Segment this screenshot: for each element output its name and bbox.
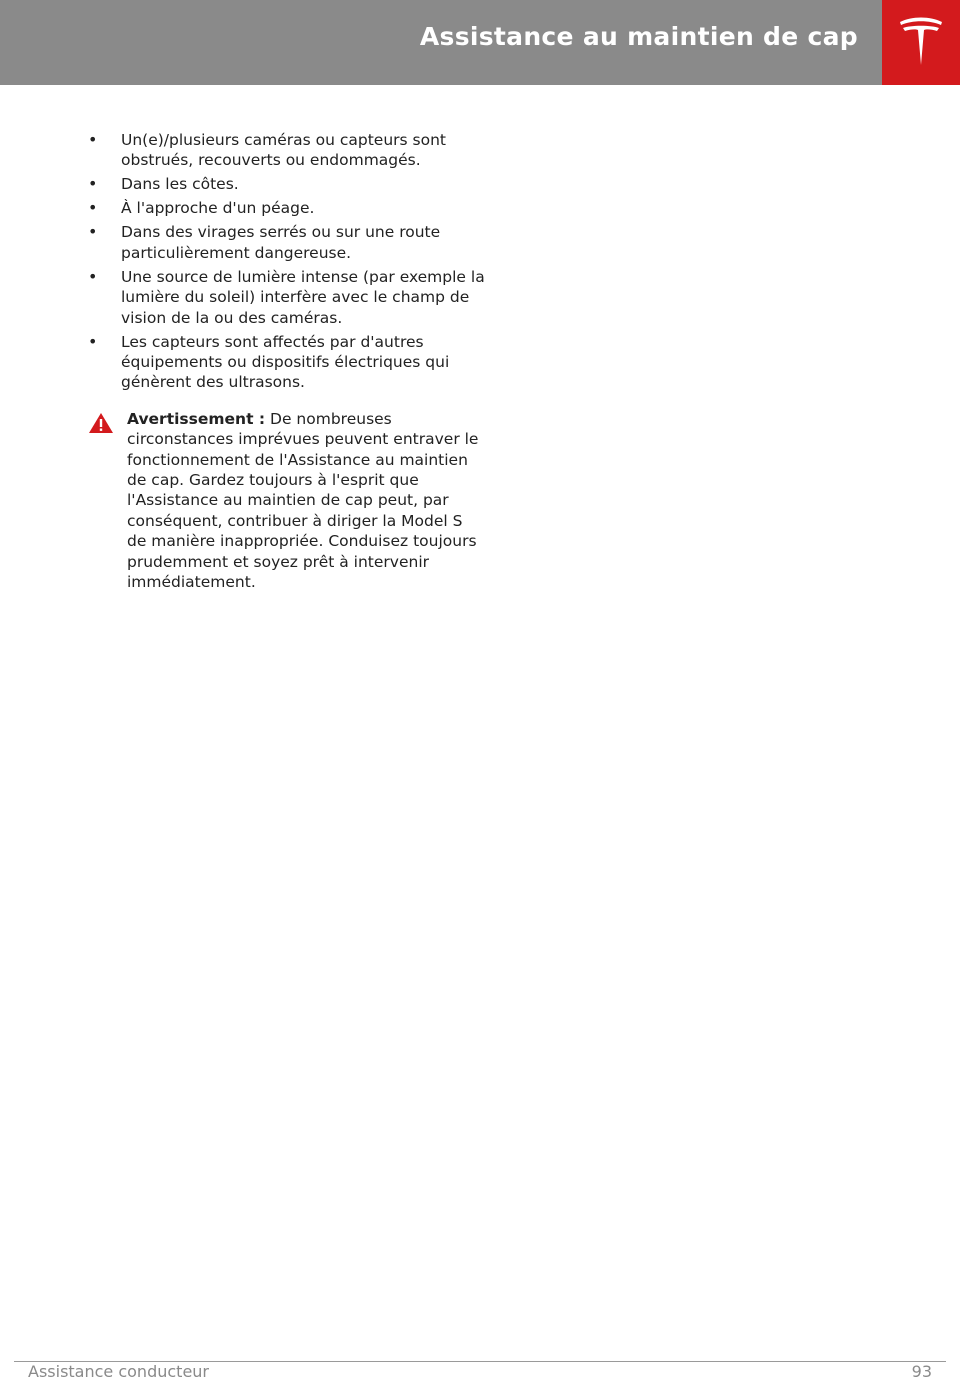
tesla-logo-icon <box>898 17 944 67</box>
list-item-text: Un(e)/plusieurs caméras ou capteurs sont obstrués, recouverts ou endommagés. <box>121 131 447 170</box>
list-item <box>88 174 486 194</box>
list-item-text: Une source de lumière intense (par exemple la lumière du soleil) interfère avec le champ de vision de la ou des caméras. <box>121 267 485 327</box>
main-content <box>88 130 486 593</box>
warning-label: Avertissement : <box>127 409 266 428</box>
list-item <box>88 198 486 218</box>
bullet-icon: • <box>88 222 98 242</box>
warning-block <box>88 409 486 593</box>
bullet-icon: • <box>88 266 98 286</box>
list-item <box>88 332 486 393</box>
list-item <box>88 267 486 328</box>
list-item <box>88 130 486 171</box>
list-item-text: À l'approche d'un péage. <box>121 199 315 218</box>
page-number: 93 <box>911 1362 932 1381</box>
bullet-icon: • <box>88 198 98 218</box>
tesla-logo-badge <box>882 0 960 85</box>
list-item-text: Dans des virages serrés ou sur une route particulièrement dangereuse. <box>121 223 441 262</box>
page-title: Assistance au maintien de cap <box>419 22 858 51</box>
page-header <box>0 0 960 85</box>
bullet-icon: • <box>88 174 98 194</box>
list-item-text: Dans les côtes. <box>121 175 239 194</box>
warning-triangle-icon <box>88 412 114 434</box>
bullet-icon: • <box>88 130 98 149</box>
bullet-icon: • <box>88 331 98 351</box>
warning-text: De nombreuses circonstances imprévues peuvent entraver le fonctionnement de l'Assistance au maintien de cap. Gardez toujours à l'esprit que l'Assistance au maintien de cap peut, par conséquent, contribuer à diriger la Model S de manière inappropriée. Conduisez toujours prudemment et soyez prêt à intervenir immédiatement. <box>127 409 479 592</box>
list-item <box>88 222 486 263</box>
bullet-list <box>88 130 486 393</box>
list-item-text: Les capteurs sont affectés par d'autres équipements ou dispositifs électriques qui génèrent des ultrasons. <box>121 332 450 392</box>
footer-section: Assistance conducteur <box>28 1362 209 1381</box>
